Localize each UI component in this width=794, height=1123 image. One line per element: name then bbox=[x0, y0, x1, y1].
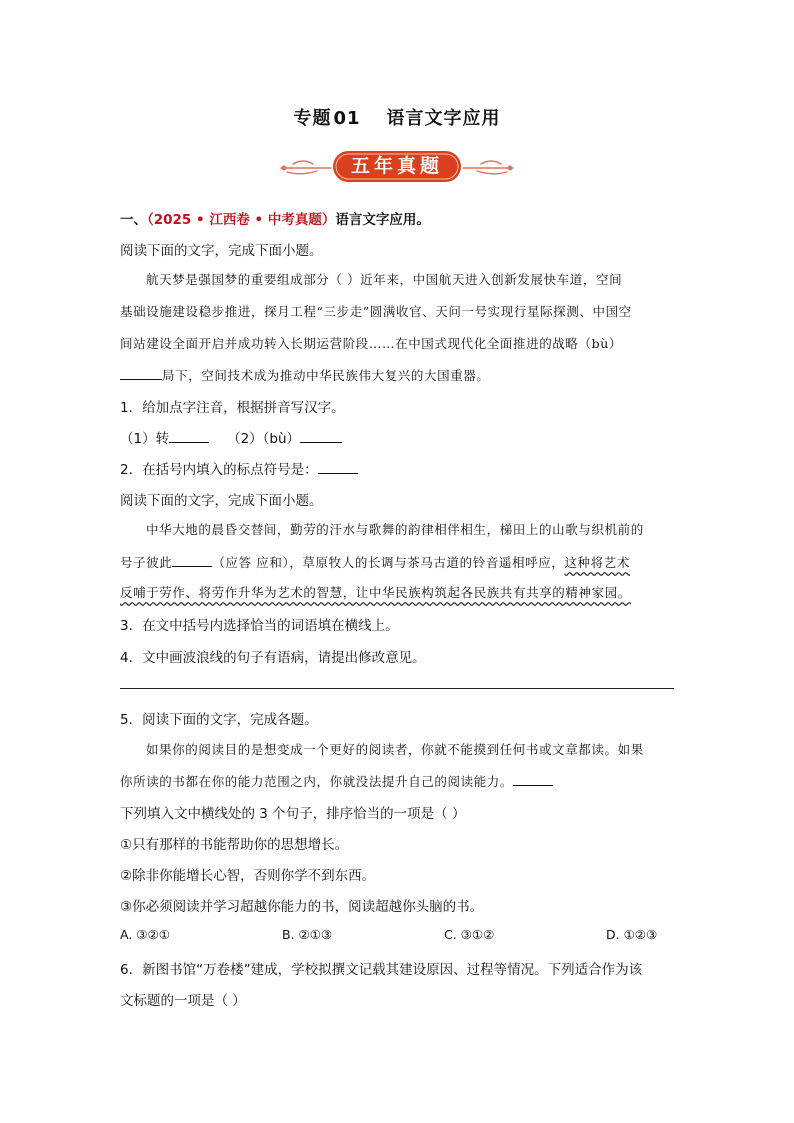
option-c[interactable]: C. ③①② bbox=[444, 927, 495, 942]
section-number: 一、 bbox=[120, 212, 147, 228]
passage1-line1: 航天梦是强国梦的重要组成部分（ ）近年来，中国航天进入创新发展快车道，空间 bbox=[146, 272, 623, 287]
page-title bbox=[0, 104, 794, 130]
q2-stem: 2．在括号内填入的标点符号是： bbox=[120, 462, 318, 478]
title-prefix: 专题 bbox=[293, 108, 332, 129]
q3-stem: 3．在文中括号内选择恰当的词语填在横线上。 bbox=[120, 618, 399, 634]
answer-blank[interactable] bbox=[172, 552, 212, 567]
passage2-intro: 阅读下面的文字，完成下面小题。 bbox=[120, 493, 323, 509]
q5-sentence-2: ②除非你能增长心智，否则你学不到东西。 bbox=[120, 868, 376, 884]
q5-line2-row bbox=[120, 771, 553, 790]
option-d[interactable]: D. ①②③ bbox=[606, 927, 658, 942]
passage1-line4: 局下，空间技术成为推动中华民族伟大复兴的大国重器。 bbox=[162, 368, 490, 383]
passage2-line1: 中华大地的晨昏交替间，勤劳的汗水与歌舞的韵律相伴相生，梯田上的山歌与织机前的 bbox=[146, 522, 644, 537]
badge-label: 五年真题 bbox=[350, 155, 443, 177]
q1-part-a: （1）转 bbox=[120, 431, 170, 447]
passage2-line3-wavy: 反哺于劳作、将劳作升华为艺术的智慧，让中华民族构筑起各民族共有共享的精神家园。 bbox=[120, 585, 631, 600]
q4-stem: 4．文中画波浪线的句子有语病，请提出修改意见。 bbox=[120, 650, 426, 666]
answer-line[interactable] bbox=[120, 688, 674, 689]
title-main: 语言文字应用 bbox=[386, 108, 501, 129]
title-number: 01 bbox=[333, 108, 361, 129]
passage2-line2b: （应答 应和），草原牧人的长调与茶马古道的铃音遥相呼应， bbox=[212, 555, 565, 570]
option-b[interactable]: B. ②①③ bbox=[282, 927, 333, 942]
option-a[interactable]: A. ③②① bbox=[120, 927, 170, 942]
q6-line1: 6．新图书馆“万卷楼”建成，学校拟撰文记载其建设原因、过程等情况。下列适合作为该 bbox=[120, 962, 643, 978]
section-banner bbox=[273, 146, 521, 188]
q1-part-b: （2）（bù） bbox=[227, 431, 301, 447]
q2-row bbox=[120, 458, 358, 478]
passage1-line4-row bbox=[120, 365, 490, 384]
q1-stem: 1．给加点字注音，根据拼音写汉字。 bbox=[120, 400, 345, 416]
answer-blank[interactable] bbox=[169, 428, 209, 443]
q5-question: 下列填入文中横线处的 3 个句子，排序恰当的一项是（ ） bbox=[120, 806, 466, 822]
q5-sentence-3: ③你必须阅读并学习超越你能力的书，阅读超越你头脑的书。 bbox=[120, 899, 484, 915]
passage1-line2: 基础设施建设稳步推进，探月工程“三步走”圆满收官、天问一号实现行星际探测、中国空 bbox=[120, 304, 632, 319]
section-title: 语言文字应用。 bbox=[335, 212, 430, 228]
section-heading bbox=[120, 208, 430, 228]
answer-blank[interactable] bbox=[300, 428, 342, 443]
answer-blank[interactable] bbox=[513, 771, 553, 786]
wavy-sentence-start: 这种将艺术 bbox=[564, 555, 630, 570]
q6-line2: 文标题的一项是（ ） bbox=[120, 993, 246, 1009]
q5-line2: 你所读的书都在你的能力范围之内，你就没法提升自己的阅读能力。 bbox=[120, 774, 514, 789]
answer-blank[interactable] bbox=[318, 459, 358, 474]
passage2-line2-row bbox=[120, 552, 630, 571]
q1-parts bbox=[120, 427, 342, 447]
passage1-line3: 间站建设全面开启并成功转入长期运营阶段……在中国式现代化全面推进的战略（bù） bbox=[120, 336, 622, 351]
answer-blank[interactable] bbox=[120, 365, 162, 380]
passage2-line2a: 号子彼此 bbox=[120, 555, 173, 570]
q5-sentence-1: ①只有那样的书能帮助你的思想增长。 bbox=[120, 837, 349, 853]
q5-stem: 5．阅读下面的文字，完成各题。 bbox=[120, 712, 318, 728]
q5-line1: 如果你的阅读目的是想变成一个更好的阅读者，你就不能摸到任何书或文章都读。如果 bbox=[146, 742, 644, 757]
passage1-intro: 阅读下面的文字，完成下面小题。 bbox=[120, 243, 323, 259]
section-source: （2025 • 江西卷 • 中考真题） bbox=[147, 212, 336, 228]
